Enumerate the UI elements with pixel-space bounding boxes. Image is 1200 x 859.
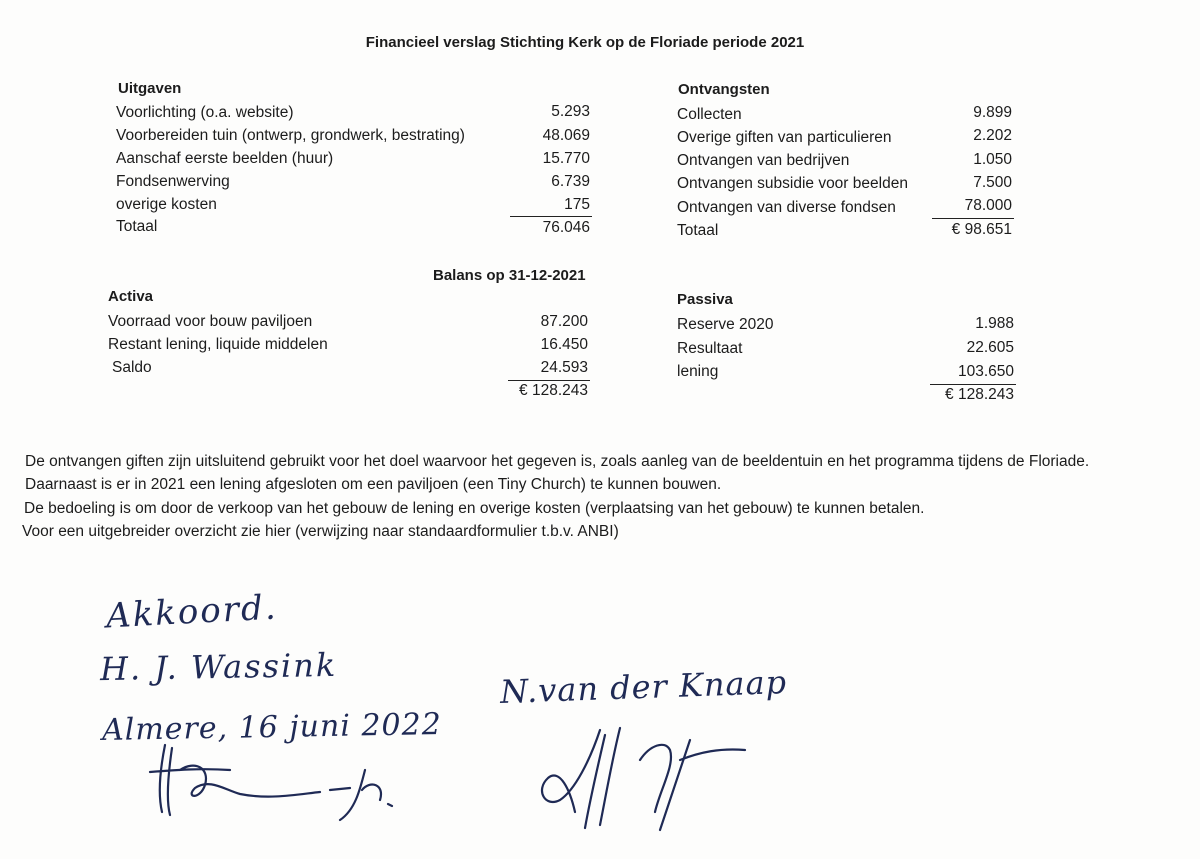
ontvangsten-label: Ontvangen subsidie voor beelden — [677, 175, 908, 192]
ontvangsten-amount: 1.050 — [973, 151, 1012, 168]
ontvangsten-total-amount: € 98.651 — [951, 221, 1012, 238]
handwritten-name-left: H. J. Wassink — [99, 645, 338, 689]
activa-total-amount: € 128.243 — [519, 382, 588, 399]
passiva-label: lening — [677, 363, 719, 380]
uitgaven-amount: 175 — [564, 196, 590, 213]
signature-right — [542, 728, 745, 830]
uitgaven-heading: Uitgaven — [118, 80, 182, 97]
handwritten-approval: Akkoord. — [105, 587, 279, 637]
ontvangsten-label: Overige giften van particulieren — [677, 129, 892, 146]
note-line: Daarnaast is er in 2021 een lening afgesloten om een paviljoen (een Tiny Church) te kunnen bouwen. — [25, 476, 722, 493]
uitgaven-label: Voorbereiden tuin (ontwerp, grondwerk, bestrating) — [116, 127, 465, 144]
uitgaven-amount: 48.069 — [542, 127, 590, 144]
ontvangsten-total-label: Totaal — [677, 222, 719, 239]
passiva-label: Resultaat — [677, 340, 743, 357]
ontvangsten-amount: 7.500 — [973, 174, 1012, 191]
note-line: Voor een uitgebreider overzicht zie hier (verwijzing naar standaardformulier t.b.v. ANBI) — [22, 523, 619, 540]
note-line: De ontvangen giften zijn uitsluitend gebruikt voor het doel waarvoor het gegeven is, zoals aanleg van de beeldentuin en het programma tijdens de Floriade. — [25, 453, 1090, 470]
passiva-amount: 1.988 — [975, 315, 1014, 332]
ontvangsten-amount: 9.899 — [973, 104, 1012, 121]
activa-amount: 24.593 — [540, 359, 588, 376]
ontvangsten-amount: 2.202 — [973, 127, 1012, 144]
handwritten-place-date: Almere, 16 juni 2022 — [101, 707, 443, 748]
activa-label: Restant lening, liquide middelen — [108, 336, 328, 353]
activa-heading: Activa — [108, 288, 154, 305]
passiva-amount: 22.605 — [966, 339, 1014, 356]
uitgaven-total-amount: 76.046 — [542, 219, 590, 236]
activa-label: Saldo — [112, 359, 152, 376]
document-title: Financieel verslag Stichting Kerk op de Floriade periode 2021 — [365, 34, 805, 51]
passiva-total-amount: € 128.243 — [945, 386, 1014, 403]
note-line: De bedoeling is om door de verkoop van het gebouw de lening en overige kosten (verplaatsing van het gebouw) te kunnen betalen. — [24, 500, 925, 517]
uitgaven-amount: 5.293 — [551, 103, 590, 120]
uitgaven-label: Aanschaf eerste beelden (huur) — [116, 150, 334, 167]
uitgaven-label: Voorlichting (o.a. website) — [116, 104, 294, 121]
passiva-label: Reserve 2020 — [677, 316, 774, 333]
ontvangsten-heading: Ontvangsten — [678, 81, 770, 98]
ontvangsten-amount: 78.000 — [964, 197, 1012, 214]
passiva-heading: Passiva — [677, 291, 733, 308]
ontvangsten-label: Collecten — [677, 106, 742, 123]
ontvangsten-label: Ontvangen van bedrijven — [677, 152, 850, 169]
handwritten-name-right: N.van der Knaap — [499, 663, 788, 711]
signature-left — [150, 745, 392, 820]
activa-amount: 16.450 — [540, 336, 588, 353]
activa-label: Voorraad voor bouw paviljoen — [108, 313, 313, 330]
uitgaven-label: overige kosten — [116, 196, 217, 213]
uitgaven-amount: 6.739 — [551, 173, 590, 190]
uitgaven-total-label: Totaal — [116, 218, 158, 235]
activa-amount: 87.200 — [540, 313, 588, 330]
passiva-amount: 103.650 — [957, 363, 1014, 380]
uitgaven-label: Fondsenwerving — [116, 173, 230, 190]
uitgaven-amount: 15.770 — [542, 150, 590, 167]
balans-heading: Balans op 31-12-2021 — [433, 267, 586, 284]
ontvangsten-label: Ontvangen van diverse fondsen — [677, 199, 896, 216]
